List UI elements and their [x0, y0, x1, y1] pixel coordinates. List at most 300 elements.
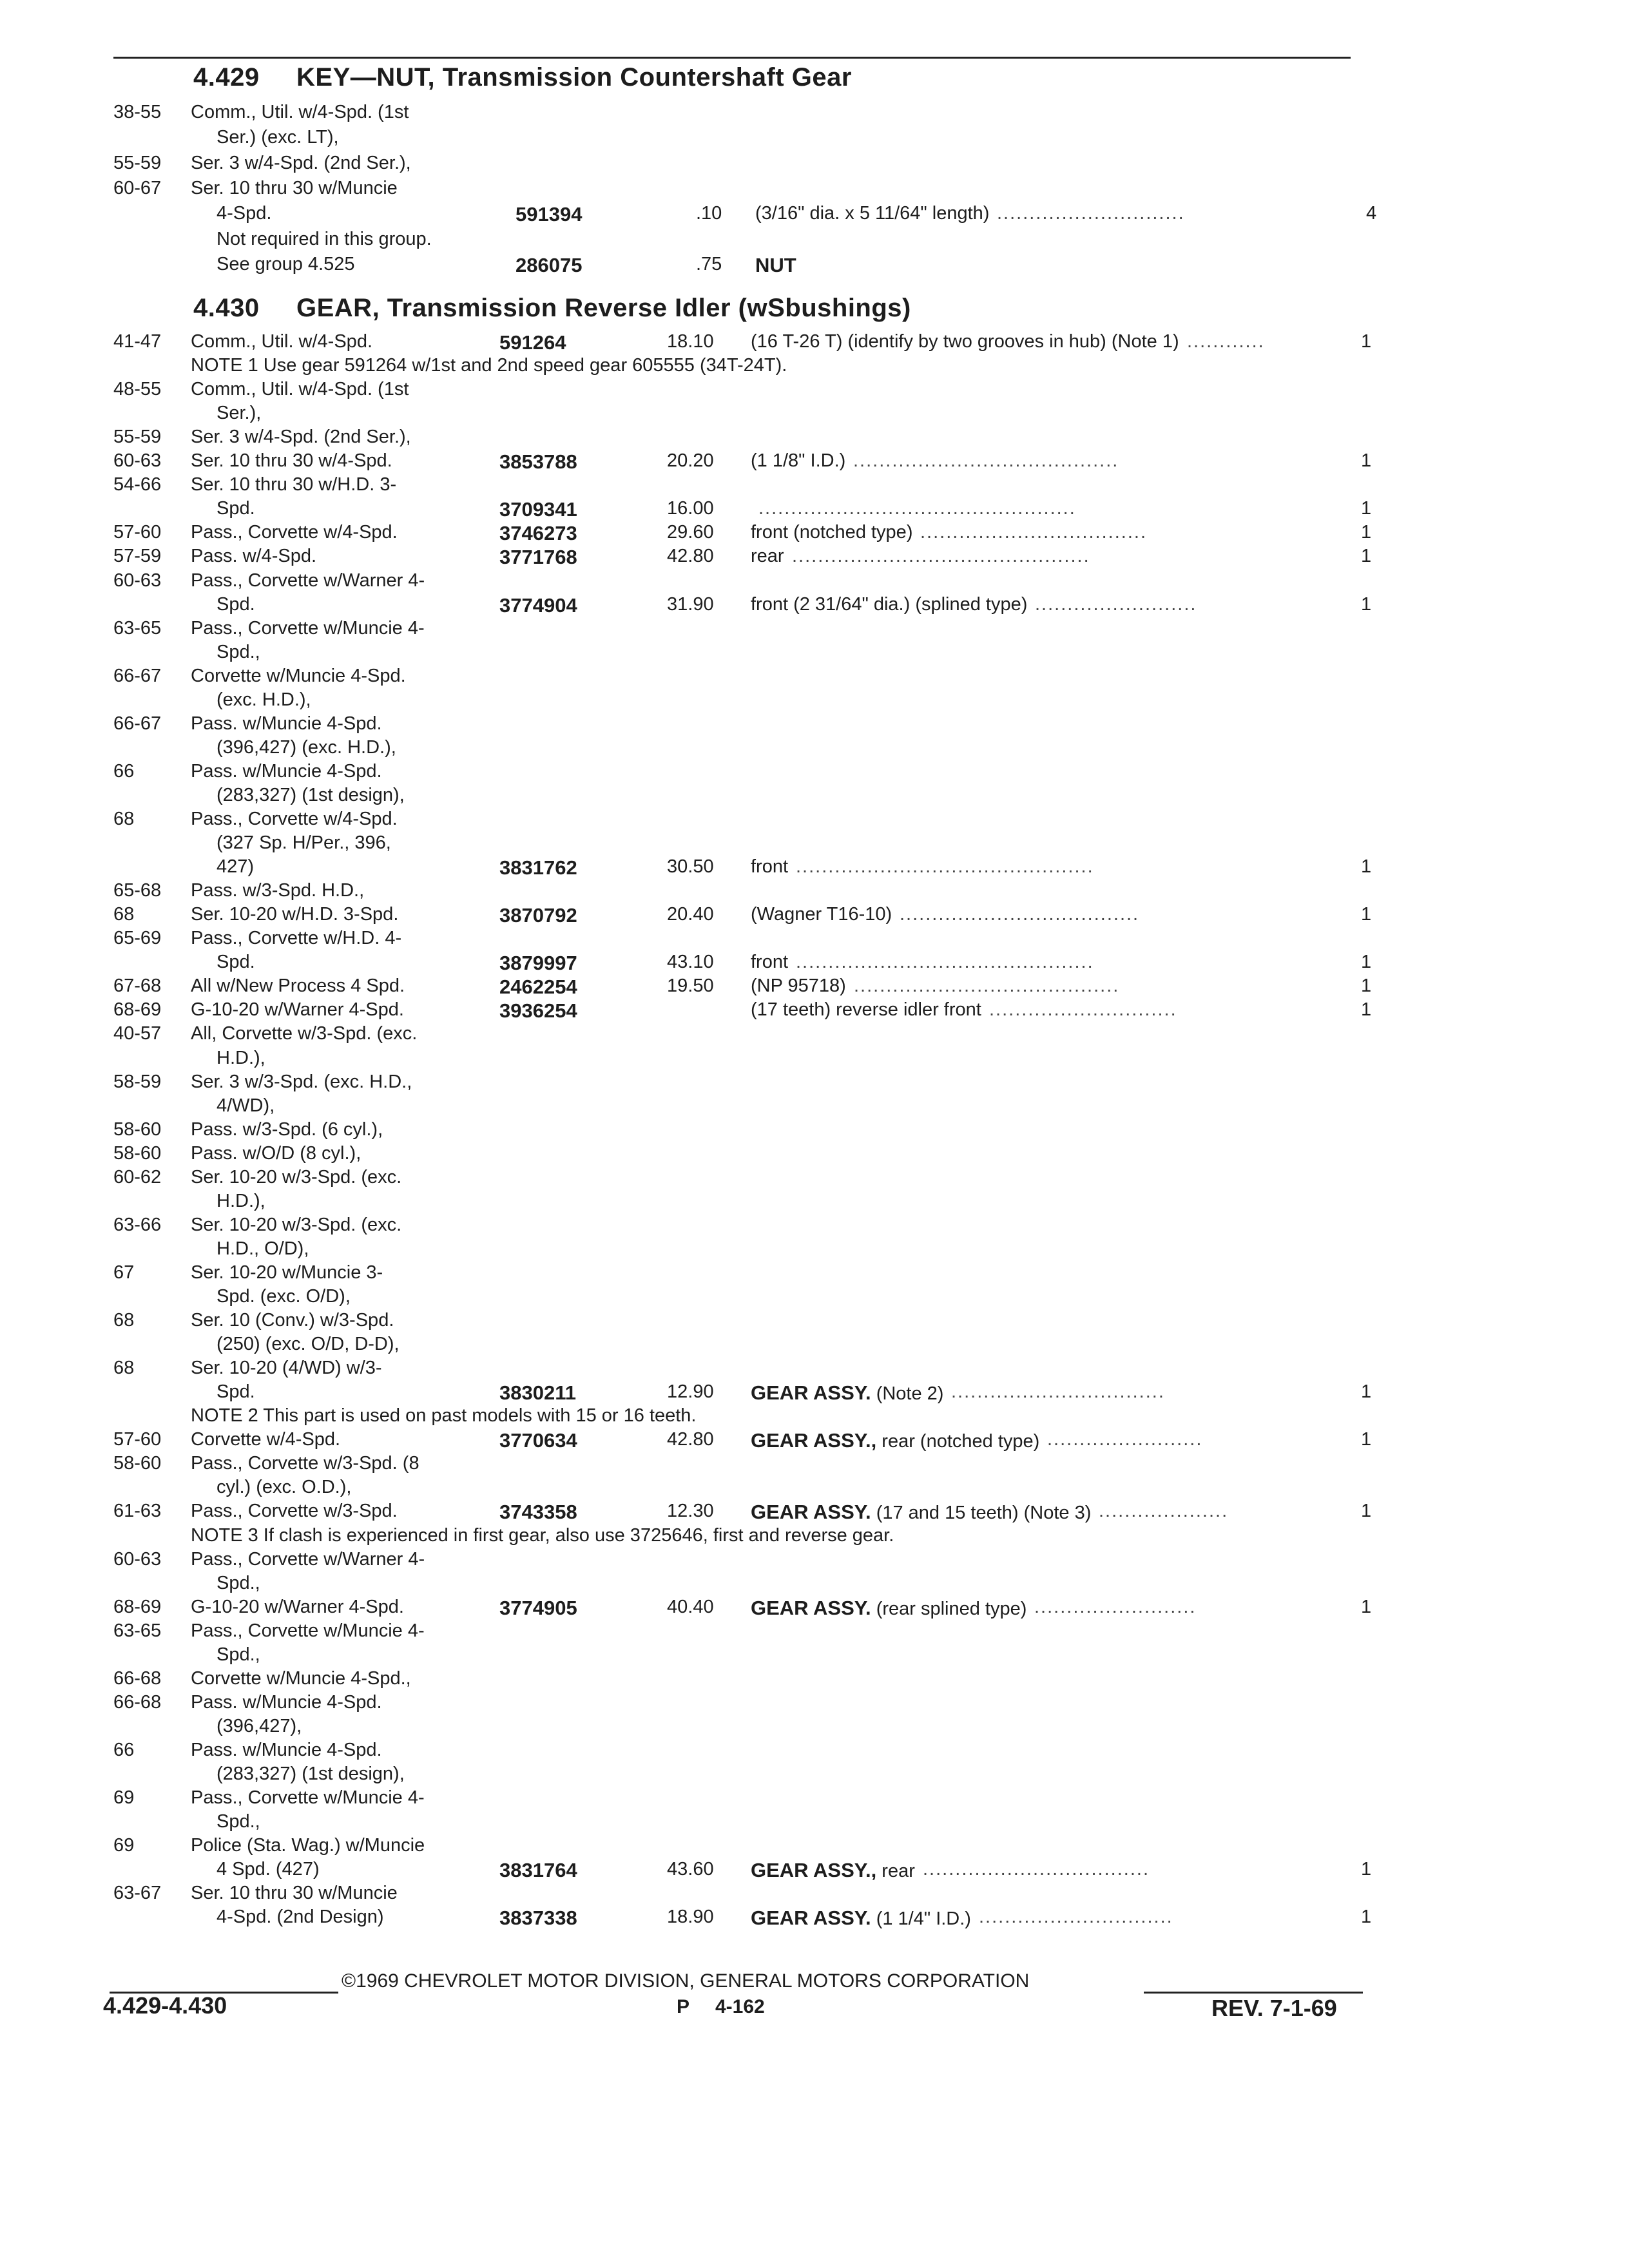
application-text: Spd. (exc. O/D),	[217, 1286, 351, 1307]
application-text: (327 Sp. H/Per., 396,	[217, 832, 391, 854]
table-row	[0, 450, 1629, 476]
quantity: 1	[1361, 1381, 1372, 1403]
table-row	[0, 1453, 1629, 1479]
table-row	[0, 153, 1629, 178]
model-years: 67	[113, 1262, 135, 1283]
part-remark: GEAR ASSY. (17 and 15 teeth) (Note 3)	[751, 1501, 1092, 1524]
quantity: 1	[1361, 999, 1372, 1021]
list-price: 18.90	[667, 1907, 714, 1928]
part-remark: (3/16" dia. x 5 11/64" length)	[755, 203, 990, 224]
model-years: 65-68	[113, 880, 162, 901]
model-years: 65-69	[113, 928, 162, 949]
table-row	[0, 1859, 1629, 1885]
table-row	[0, 474, 1629, 500]
table-row	[0, 1811, 1629, 1837]
leader-dots: ..............................................	[792, 546, 1090, 567]
application-text: H.D.),	[217, 1190, 265, 1211]
table-row	[0, 975, 1629, 1001]
list-price: 12.90	[667, 1381, 714, 1403]
section-number: 4.430	[193, 294, 260, 322]
table-row	[0, 999, 1629, 1025]
table-row	[0, 880, 1629, 906]
application-text: Ser. 10-20 (4/WD) w/3-	[191, 1358, 382, 1379]
application-text: G-10-20 w/Warner 4-Spd.	[191, 1596, 404, 1617]
quantity: 1	[1361, 522, 1372, 543]
leader-dots: .................................	[951, 1381, 1165, 1403]
model-years: 61-63	[113, 1501, 162, 1522]
quantity: 1	[1361, 331, 1372, 352]
list-price: 43.10	[667, 952, 714, 973]
section-heading-4430	[193, 294, 911, 323]
model-years: 68	[113, 1310, 135, 1331]
table-row	[0, 1907, 1629, 1932]
leader-dots: .........................................	[854, 975, 1120, 997]
table-row	[0, 1501, 1629, 1526]
table-row	[0, 1023, 1629, 1049]
part-number: 3831764	[499, 1859, 577, 1882]
list-price: 12.30	[667, 1501, 714, 1522]
table-row	[0, 379, 1629, 405]
model-years: 55-59	[113, 152, 162, 173]
application-text: Spd.,	[217, 1644, 260, 1665]
model-years: 57-59	[113, 546, 162, 567]
model-years: 68	[113, 904, 135, 925]
top-rule	[113, 57, 1351, 59]
list-price: 29.60	[667, 522, 714, 543]
model-years: 58-60	[113, 1119, 162, 1140]
table-row	[0, 1095, 1629, 1121]
table-row	[0, 594, 1629, 620]
list-price: 18.10	[667, 331, 714, 352]
remark-bold: GEAR ASSY.,	[751, 1859, 877, 1882]
table-row	[0, 761, 1629, 787]
application-text: Spd.	[217, 1381, 255, 1403]
list-price: 42.80	[667, 1429, 714, 1450]
table-row	[0, 355, 1629, 381]
table-row	[0, 1597, 1629, 1622]
list-price: 30.50	[667, 856, 714, 878]
quantity: 1	[1361, 952, 1372, 973]
list-price: 20.40	[667, 904, 714, 925]
quantity: 1	[1361, 593, 1372, 615]
model-years: 66-67	[113, 713, 162, 734]
leader-dots: ............	[1187, 331, 1265, 352]
quantity: 1	[1361, 904, 1372, 925]
application-text: See group 4.525	[217, 253, 355, 274]
table-row	[0, 832, 1629, 858]
application-text: Corvette w/Muncie 4-Spd.,	[191, 1667, 411, 1689]
remark-bold: GEAR ASSY.,	[751, 1429, 877, 1452]
application-text: Spd.,	[217, 1572, 260, 1593]
table-row	[0, 1167, 1629, 1193]
application-text: Pass. w/3-Spd. (6 cyl.),	[191, 1119, 383, 1140]
table-row	[0, 427, 1629, 452]
section-title: KEY—NUT, Transmission Countershaft Gear	[296, 63, 852, 91]
application-text: (283,327) (1st design),	[217, 1763, 405, 1784]
model-years: 60-62	[113, 1166, 162, 1187]
model-years: 54-66	[113, 474, 162, 495]
list-price: 19.50	[667, 975, 714, 997]
application-text: 4-Spd. (2nd Design)	[217, 1907, 384, 1928]
application-text: Ser. 10 thru 30 w/Muncie	[191, 177, 398, 198]
table-row	[0, 952, 1629, 977]
application-text: Ser. 10 thru 30 w/4-Spd.	[191, 450, 392, 472]
leader-dots: ....................	[1099, 1501, 1229, 1522]
part-number: 3770634	[499, 1429, 577, 1452]
part-remark: (Wagner T16-10)	[751, 904, 892, 925]
application-text: (396,427),	[217, 1715, 302, 1736]
model-years: 57-60	[113, 522, 162, 543]
application-text: Corvette w/Muncie 4-Spd.	[191, 665, 406, 686]
leader-dots: ...................................	[920, 522, 1147, 543]
application-text: H.D.),	[217, 1047, 265, 1068]
group-range: 4.429-4.430	[103, 1992, 227, 2019]
table-row	[0, 904, 1629, 930]
part-remark: GEAR ASSY. (rear splined type)	[751, 1596, 1027, 1619]
leader-dots: .........................................	[853, 450, 1119, 472]
application-text: (exc. H.D.),	[217, 689, 311, 710]
part-number: 3870792	[499, 904, 577, 927]
table-row	[0, 1286, 1629, 1312]
table-row	[0, 229, 1629, 255]
application-text: Pass., Corvette w/Warner 4-	[191, 1548, 425, 1570]
table-row	[0, 856, 1629, 882]
table-row	[0, 1835, 1629, 1861]
quantity: 1	[1361, 1907, 1372, 1928]
model-years: 66-67	[113, 665, 162, 686]
table-row	[0, 1143, 1629, 1169]
table-row	[0, 570, 1629, 596]
part-number: 3771768	[499, 546, 577, 569]
table-row	[0, 254, 1629, 280]
table-row	[0, 1310, 1629, 1336]
model-years: 66-68	[113, 1667, 162, 1689]
model-years: 58-60	[113, 1453, 162, 1474]
part-number: 3774904	[499, 593, 577, 617]
model-years: 69	[113, 1835, 135, 1856]
part-number: 591264	[499, 331, 566, 354]
application-text: Pass., Corvette w/4-Spd.	[191, 809, 398, 829]
table-row	[0, 498, 1629, 524]
table-row	[0, 1692, 1629, 1718]
leader-dots: ..............................	[979, 1907, 1173, 1928]
table-row	[0, 1238, 1629, 1264]
table-row	[0, 642, 1629, 668]
table-row	[0, 1644, 1629, 1670]
model-years: 48-55	[113, 379, 162, 400]
model-years: 57-60	[113, 1429, 162, 1450]
part-remark: (16 T-26 T) (identify by two grooves in hub) (Note 1)	[751, 331, 1179, 352]
part-number: 3746273	[499, 522, 577, 545]
part-remark: (NP 95718)	[751, 975, 846, 997]
table-row	[0, 928, 1629, 954]
table-row	[0, 1573, 1629, 1599]
quantity: 1	[1361, 498, 1372, 519]
part-remark: GEAR ASSY. (Note 2)	[751, 1381, 944, 1405]
part-number: 2462254	[499, 975, 577, 999]
table-row	[0, 1620, 1629, 1646]
part-number: 3774905	[499, 1596, 577, 1619]
quantity: 1	[1361, 450, 1372, 472]
leader-dots: .........................	[1035, 593, 1197, 615]
application-text: Pass., Corvette w/4-Spd.	[191, 522, 398, 543]
leader-dots: ........................	[1047, 1429, 1203, 1450]
part-number: 3936254	[499, 999, 577, 1023]
application-text: Ser. 10-20 w/3-Spd. (exc.	[191, 1214, 402, 1235]
application-text: cyl.) (exc. O.D.),	[217, 1477, 352, 1498]
quantity: 1	[1361, 1596, 1372, 1617]
model-years: 41-47	[113, 331, 162, 352]
application-text: Ser. 3 w/4-Spd. (2nd Ser.),	[191, 427, 411, 448]
application-text: Pass., Corvette w/3-Spd. (8	[191, 1453, 419, 1474]
application-text: Ser. 10 thru 30 w/H.D. 3-	[191, 474, 397, 495]
model-years: 60-63	[113, 570, 162, 591]
application-text: Pass. w/Muncie 4-Spd.	[191, 1691, 382, 1713]
table-row	[0, 178, 1629, 204]
application-text: G-10-20 w/Warner 4-Spd.	[191, 999, 404, 1021]
application-text: Not required in this group.	[217, 228, 432, 249]
application-text: Pass., Corvette w/Muncie 4-	[191, 617, 425, 639]
model-years: 60-67	[113, 177, 162, 198]
section-heading-4429	[193, 63, 852, 92]
model-years: 38-55	[113, 102, 162, 122]
model-years: 63-67	[113, 1883, 162, 1904]
table-row	[0, 618, 1629, 644]
section-title: GEAR, Transmission Reverse Idler (wSbushings)	[296, 294, 911, 322]
table-row	[0, 1477, 1629, 1503]
leader-dots: ...................................	[923, 1859, 1150, 1880]
part-remark: rear	[751, 546, 784, 567]
list-price: 31.90	[667, 593, 714, 615]
application-text: Ser. 10-20 w/3-Spd. (exc.	[191, 1166, 402, 1187]
application-text: Ser.) (exc. LT),	[217, 127, 339, 148]
model-years: 68	[113, 809, 135, 829]
table-row	[0, 713, 1629, 739]
quantity: 1	[1361, 546, 1372, 567]
table-row	[0, 1549, 1629, 1575]
table-row	[0, 1262, 1629, 1288]
leader-dots: ..............................................	[796, 856, 1094, 878]
table-row	[0, 1525, 1629, 1551]
leader-dots: .....................................	[900, 904, 1140, 925]
part-remark: front	[751, 856, 789, 878]
list-price: 43.60	[667, 1859, 714, 1880]
part-remark	[755, 254, 796, 277]
part-remark: front (2 31/64" dia.) (splined type)	[751, 593, 1028, 615]
application-text: Comm., Util. w/4-Spd. (1st	[191, 102, 409, 122]
application-text: Pass. w/3-Spd. H.D.,	[191, 880, 365, 901]
application-text: (396,427) (exc. H.D.),	[217, 736, 396, 758]
application-text: Comm., Util. w/4-Spd.	[191, 331, 372, 352]
quantity: 1	[1361, 1859, 1372, 1880]
table-row	[0, 1883, 1629, 1908]
table-row	[0, 1787, 1629, 1813]
leader-dots: .........................	[1034, 1596, 1197, 1617]
model-years: 68-69	[113, 1596, 162, 1617]
table-row	[0, 809, 1629, 834]
application-text: All w/New Process 4 Spd.	[191, 975, 405, 997]
model-years: 67-68	[113, 975, 162, 997]
application-text: 4 Spd. (427)	[217, 1859, 320, 1880]
leader-dots: .................................................	[758, 498, 1076, 519]
table-row	[0, 1334, 1629, 1360]
table-row	[0, 522, 1629, 548]
table-row	[0, 737, 1629, 763]
remark-bold: NUT	[755, 253, 796, 276]
application-text: 4-Spd.	[217, 203, 272, 224]
part-number: 3709341	[499, 498, 577, 521]
application-text: (250) (exc. O/D, D-D),	[217, 1334, 400, 1355]
table-row	[0, 689, 1629, 715]
application-text: Pass. w/4-Spd.	[191, 546, 317, 567]
quantity: 1	[1361, 1429, 1372, 1450]
part-remark: GEAR ASSY. (1 1/4" I.D.)	[751, 1907, 971, 1930]
remark-bold: GEAR ASSY.	[751, 1381, 871, 1405]
table-row	[0, 666, 1629, 691]
remark-bold: GEAR ASSY.	[751, 1907, 871, 1930]
leader-dots: .............................	[989, 999, 1177, 1021]
table-row	[0, 1072, 1629, 1097]
list-price: 20.20	[667, 450, 714, 472]
page-letter: P	[677, 1996, 690, 2017]
application-text: Pass., Corvette w/Muncie 4-	[191, 1620, 425, 1641]
application-text: Police (Sta. Wag.) w/Muncie	[191, 1835, 425, 1856]
model-years: 55-59	[113, 427, 162, 448]
part-number: 3853788	[499, 450, 577, 474]
application-text: Spd.,	[217, 1811, 260, 1832]
leader-dots: .............................	[997, 203, 1185, 224]
model-years: 60-63	[113, 1548, 162, 1570]
part-number: 3743358	[499, 1501, 577, 1524]
part-number: 286075	[516, 253, 583, 276]
table-row	[0, 785, 1629, 811]
table-row	[0, 1215, 1629, 1240]
application-text: Comm., Util. w/4-Spd. (1st	[191, 379, 409, 400]
table-row	[0, 1763, 1629, 1789]
table-row	[0, 1191, 1629, 1216]
application-text: Ser. 3 w/3-Spd. (exc. H.D.,	[191, 1071, 412, 1092]
model-years: 66	[113, 760, 135, 782]
model-years: 40-57	[113, 1023, 162, 1044]
model-years: 58-59	[113, 1071, 162, 1092]
application-text: Ser.),	[217, 403, 262, 424]
footnote-text: NOTE 1 Use gear 591264 w/1st and 2nd speed gear 605555 (34T-24T).	[191, 355, 787, 376]
table-row	[0, 102, 1629, 128]
application-text: Pass. w/Muncie 4-Spd.	[191, 1739, 382, 1760]
model-years: 63-66	[113, 1214, 162, 1235]
table-row	[0, 403, 1629, 428]
leader-dots: ..............................................	[796, 952, 1094, 973]
part-number: 3831762	[499, 856, 577, 879]
application-text: Corvette w/4-Spd.	[191, 1429, 341, 1450]
model-years: 60-63	[113, 450, 162, 472]
part-number: 3830211	[499, 1381, 576, 1405]
application-text: Ser. 10 (Conv.) w/3-Spd.	[191, 1310, 394, 1331]
application-text: All, Corvette w/3-Spd. (exc.	[191, 1023, 418, 1044]
table-row	[0, 127, 1629, 153]
application-text: Spd.,	[217, 641, 260, 662]
section-number: 4.429	[193, 63, 260, 91]
table-row	[0, 203, 1629, 229]
model-years: 63-65	[113, 1620, 162, 1641]
list-price: 16.00	[667, 498, 714, 519]
footer-rule-right	[1144, 1992, 1363, 1994]
remark-bold: GEAR ASSY.	[751, 1596, 871, 1619]
application-text: Spd.	[217, 498, 255, 519]
list-price: 40.40	[667, 1596, 714, 1617]
table-row	[0, 1740, 1629, 1765]
part-remark: GEAR ASSY., rear	[751, 1859, 915, 1882]
part-number: 3879997	[499, 952, 577, 975]
model-years: 63-65	[113, 617, 162, 639]
table-row	[0, 1716, 1629, 1742]
table-row	[0, 1405, 1629, 1431]
application-text: Pass. w/Muncie 4-Spd.	[191, 760, 382, 782]
quantity: 4	[1366, 203, 1377, 224]
footnote-text: NOTE 3 If clash is experienced in first gear, also use 3725646, first and reverse gear.	[191, 1524, 894, 1546]
model-years: 58-60	[113, 1142, 162, 1164]
part-remark: GEAR ASSY., rear (notched type)	[751, 1429, 1040, 1452]
application-text: (283,327) (1st design),	[217, 784, 405, 805]
part-remark: (17 teeth) reverse idler front	[751, 999, 981, 1021]
model-years: 69	[113, 1787, 135, 1809]
application-text: Ser. 10-20 w/H.D. 3-Spd.	[191, 904, 399, 925]
application-text: Pass., Corvette w/H.D. 4-	[191, 928, 402, 949]
copyright-line: ©1969 CHEVROLET MOTOR DIVISION, GENERAL MOTORS CORPORATION	[342, 1970, 1030, 1992]
part-remark: (1 1/8" I.D.)	[751, 450, 846, 472]
application-text: Pass. w/O/D (8 cyl.),	[191, 1142, 361, 1164]
application-text: Spd.	[217, 593, 255, 615]
table-row	[0, 1358, 1629, 1383]
application-text: Pass., Corvette w/Muncie 4-	[191, 1787, 425, 1809]
list-price: .10	[696, 203, 722, 224]
application-text: 4/WD),	[217, 1095, 275, 1116]
application-text: Ser. 3 w/4-Spd. (2nd Ser.),	[191, 152, 411, 173]
model-years: 68-69	[113, 999, 162, 1021]
table-row	[0, 331, 1629, 357]
model-years: 68	[113, 1358, 135, 1379]
quantity: 1	[1361, 856, 1372, 878]
table-row	[0, 1429, 1629, 1455]
application-text: 427)	[217, 856, 255, 878]
quantity: 1	[1361, 975, 1372, 997]
list-price: .75	[696, 253, 722, 274]
part-remark: front (notched type)	[751, 522, 913, 543]
table-row	[0, 1119, 1629, 1145]
application-text: Pass., Corvette w/Warner 4-	[191, 570, 425, 591]
part-number: 3837338	[499, 1907, 577, 1930]
application-text: Pass. w/Muncie 4-Spd.	[191, 713, 382, 734]
table-row	[0, 546, 1629, 572]
application-text: Ser. 10-20 w/Muncie 3-	[191, 1262, 383, 1283]
table-row	[0, 1048, 1629, 1073]
application-text: Pass., Corvette w/3-Spd.	[191, 1501, 398, 1522]
quantity: 1	[1361, 1501, 1372, 1522]
remark-bold: GEAR ASSY.	[751, 1501, 871, 1524]
model-years: 66-68	[113, 1691, 162, 1713]
revision-label: REV. 7-1-69	[1211, 1995, 1337, 2021]
application-text: Ser. 10 thru 30 w/Muncie	[191, 1883, 398, 1904]
table-row	[0, 1381, 1629, 1407]
page-number: 4-162	[715, 1996, 765, 2017]
list-price: 42.80	[667, 546, 714, 567]
part-number: 591394	[516, 203, 583, 226]
model-years: 66	[113, 1739, 135, 1760]
table-row	[0, 1668, 1629, 1694]
footnote-text: NOTE 2 This part is used on past models with 15 or 16 teeth.	[191, 1405, 697, 1427]
application-text: H.D., O/D),	[217, 1238, 309, 1259]
application-text: Spd.	[217, 952, 255, 973]
